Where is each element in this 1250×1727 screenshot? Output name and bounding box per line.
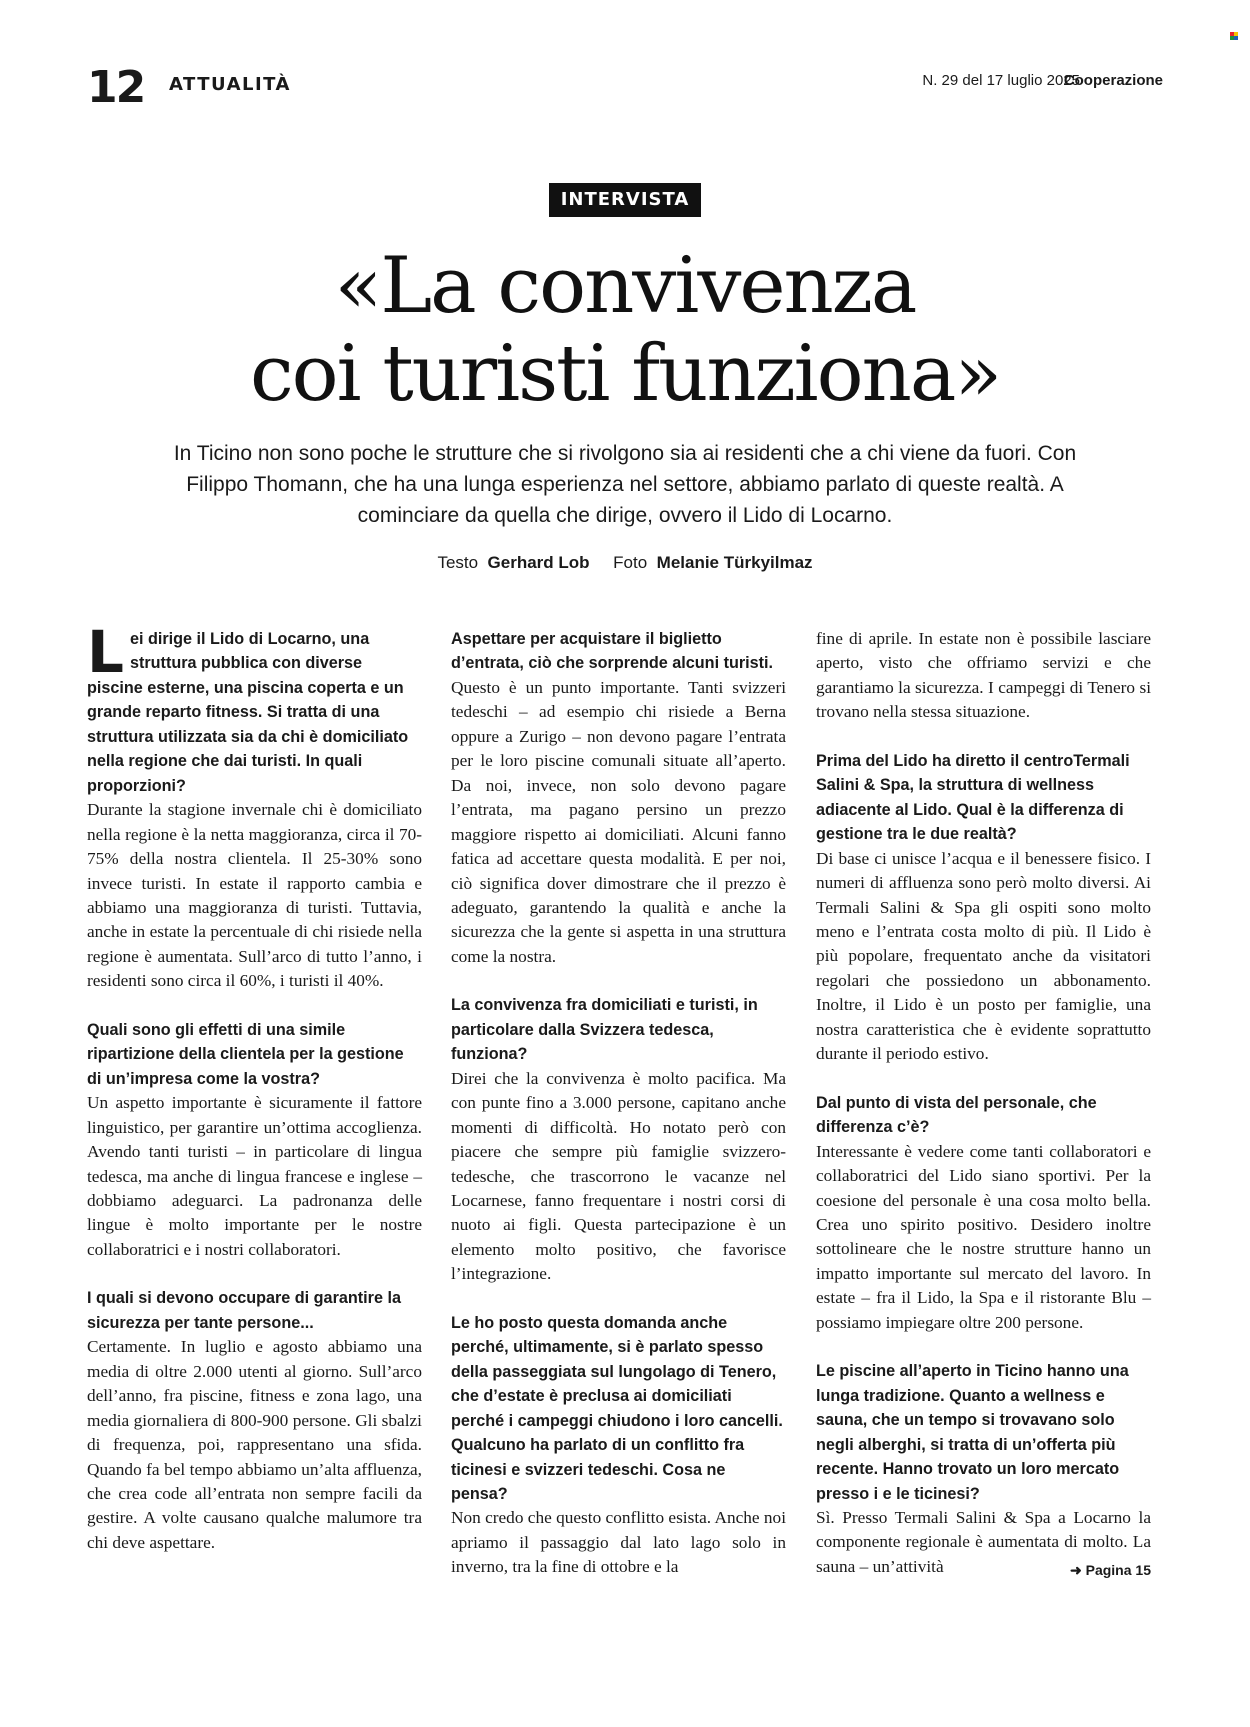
kicker-wrapper xyxy=(0,183,1250,217)
answer: Questo è un punto importante. Tanti svizzeri tedeschi – ad esempio chi risiede a Berna oppure a Zurigo – non devono pagare l’entrata per le loro piscine comunali situate all’aperto. Da noi, invece, non solo devono pagare l’entrata, ma pagano persino un prezzo maggiore rispetto ai domiciliati. Alcuni fanno fatica ad accettare questa modalità. E per noi, ciò significa dover dimostrare che il prezzo è adeguato, garantendo la qualità e anche la sicurezza che la gente si aspetta in una struttura come la nostra. xyxy=(451,677,786,966)
answer: Certamente. In luglio e agosto abbiamo una media di oltre 2.000 utenti al giorno. Sull’arco dell’anno, fra piscine, fitness e zona lago, una media giornaliera di 800-900 persone. Gli sbalzi di frequenza, poi, rappresentano una sfida. Quando fa bel tempo abbiamo un’alta affluenza, che crea code all’entrata non sempre facili da gestire. A volte causano qualche malumore tra chi deve aspettare. xyxy=(87,1337,422,1552)
section-label: ATTUALITÀ xyxy=(169,74,291,95)
answer: fine di aprile. In estate non è possibile lasciare aperto, visto che offriamo servizi e che garantiamo la sicurezza. I campeggi di Tenero si trovano nella stessa situazione. xyxy=(816,629,1151,722)
answer: Sì. Presso Termali Salini & Spa a Locarno la componente regionale è aumentata di molto. La sauna – un’attività xyxy=(816,1507,1151,1576)
page-number: 12 xyxy=(87,62,145,113)
question: Le piscine all’aperto in Ticino hanno una lunga tradizione. Quanto a wellness e sauna, che un tempo si trovavano solo negli alberghi, si tratta di un’offerta più recente. Hanno trovato un loro mercato presso i e le ticinesi? xyxy=(816,1362,1129,1503)
question: I quali si devono occupare di garantire la sicurezza per tante persone... xyxy=(87,1289,401,1332)
headline-line-1: «La convivenza xyxy=(334,241,916,331)
question: Aspettare per acquistare il biglietto d’entrata, ciò che sorprende alcuni turisti. xyxy=(451,630,774,673)
publication-name: Cooperazione xyxy=(1063,72,1163,89)
answer: Non credo che questo conflitto esista. Anche noi apriamo il passaggio dal lato lago solo in inverno, tra la fine di ottobre e la xyxy=(451,1508,786,1577)
answer-with-continuation xyxy=(816,1506,1151,1579)
answer: Un aspetto importante è sicuramente il fattore linguistico, per garantire un’ottima accoglienza. Avendo tanti turisti – in particolare di lingua tedesca, ma anche di lingua francese e inglese – dobbiamo adeguarci. La padronanza delle lingue è molto importante per le nostre collaboratrici e i nostri collaboratori. xyxy=(87,1093,422,1259)
answer: Direi che la convivenza è molto pacifica. Ma con punte fino a 3.000 persone, capitano anche momenti di difficoltà. Ho notato però con piacere che sempre più famiglie svizzero-tedesche, che trascorrono le vacanze nel Locarnese, fanno frequentare i nostri corsi di nuoto ai figli. Questa partecipazione è un elemento molto positivo, che favorisce l’integrazione. xyxy=(451,1068,786,1284)
color-registration-mark xyxy=(1230,32,1238,40)
question: Quali sono gli effetti di una simile ripartizione della clientela per la gestione di un’impresa come la vostra? xyxy=(87,1020,404,1088)
continued-on-page-link[interactable]: ➜ Pagina 15 xyxy=(1070,1561,1151,1578)
article-column-3 xyxy=(816,627,1151,1582)
answer: Di base ci unisce l’acqua e il benessere fisico. I numeri di affluenza sono però molto diversi. Ai Termali Salini & Spa gli ospiti sono molto meno e l’entrata costa molto di più. Il Lido è più popolare, frequentato anche da visitatori regolari che possiedono un abbonamento. Inoltre, il Lido è un posto per famiglie, una nostra caratteristica che è evidente soprattutto durante il periodo estivo. xyxy=(816,848,1151,1064)
headline-line-2: coi turisti funziona» xyxy=(249,329,1001,419)
answer: Durante la stagione invernale chi è domiciliato nella regione è la netta maggioranza, circa il 70-75% della nostra clientela. Il 25-30% sono invece turisti. In estate il rapporto cambia e abbiamo una maggioranza di turisti. Tuttavia, anche in estate la percentuale di chi risiede nella regione è aumentata. Sull’arco di tutto l’anno, i residenti sono circa il 60%, i turisti il 40%. xyxy=(87,800,422,991)
question: Dal punto di vista del personale, che differenza c’è? xyxy=(816,1093,1097,1137)
article-column-1 xyxy=(87,618,422,1555)
question: La convivenza fra domiciliati e turisti, in particolare dalla Svizzera tedesca, funziona? xyxy=(451,996,758,1064)
byline xyxy=(0,553,1250,573)
question: Le ho posto questa domanda anche perché, ultimamente, si è parlato spesso della passeggiata sul lungolago di Tenero, che d’estate è preclusa ai domiciliati perché i campeggi chiudono i loro cancelli. Qualcuno ha parlato di un conflitto fra ticinesi e svizzeri tedeschi. Cosa ne pensa? xyxy=(451,1313,783,1503)
article-column-2 xyxy=(451,627,786,1580)
drop-cap: L xyxy=(87,618,124,686)
text-credit-label: Testo xyxy=(437,553,479,572)
question: ei dirige il Lido di Locarno, una struttura pubblica con diverse piscine esterne, una piscina coperta e un grande reparto fitness. Si tratta di una struttura utilizzata sia da chi è domiciliato nella regione che dai turisti. In quali proporzioni? xyxy=(87,630,409,795)
text-author: Gerhard Lob xyxy=(487,553,590,572)
photo-credit-label: Foto xyxy=(613,553,648,572)
answer: Interessante è vedere come tanti collaboratori e collaboratrici del Lido siano sportivi. Per la coesione del personale è una cosa molto bella. Crea uno spirito positivo. Desidero inoltre sottolineare che le nostre strutture hanno un impatto importante sul mercato del lavoro. In estate – fra il Lido, la Spa e il ristorante Blu – possiamo impiegare oltre 200 persone. xyxy=(816,1141,1151,1332)
lead-paragraph: In Ticino non sono poche le strutture che si rivolgono sia ai residenti che a chi viene da fuori. Con Filippo Thomann, che ha una lunga esperienza nel settore, abbiamo parlato di queste realtà. A cominciare da quella che dirige, ovvero il Lido di Locarno. xyxy=(173,442,1077,527)
kicker-label: INTERVISTA xyxy=(549,183,702,217)
headline xyxy=(0,242,1250,418)
issue-info: N. 29 del 17 luglio 2025 xyxy=(922,72,1080,89)
question: Prima del Lido ha diretto il centroTermali Salini & Spa, la struttura di wellness adiacente al Lido. Qual è la differenza di gestione tra le due realtà? xyxy=(816,751,1130,844)
photo-author: Melanie Türkyilmaz xyxy=(656,553,813,572)
